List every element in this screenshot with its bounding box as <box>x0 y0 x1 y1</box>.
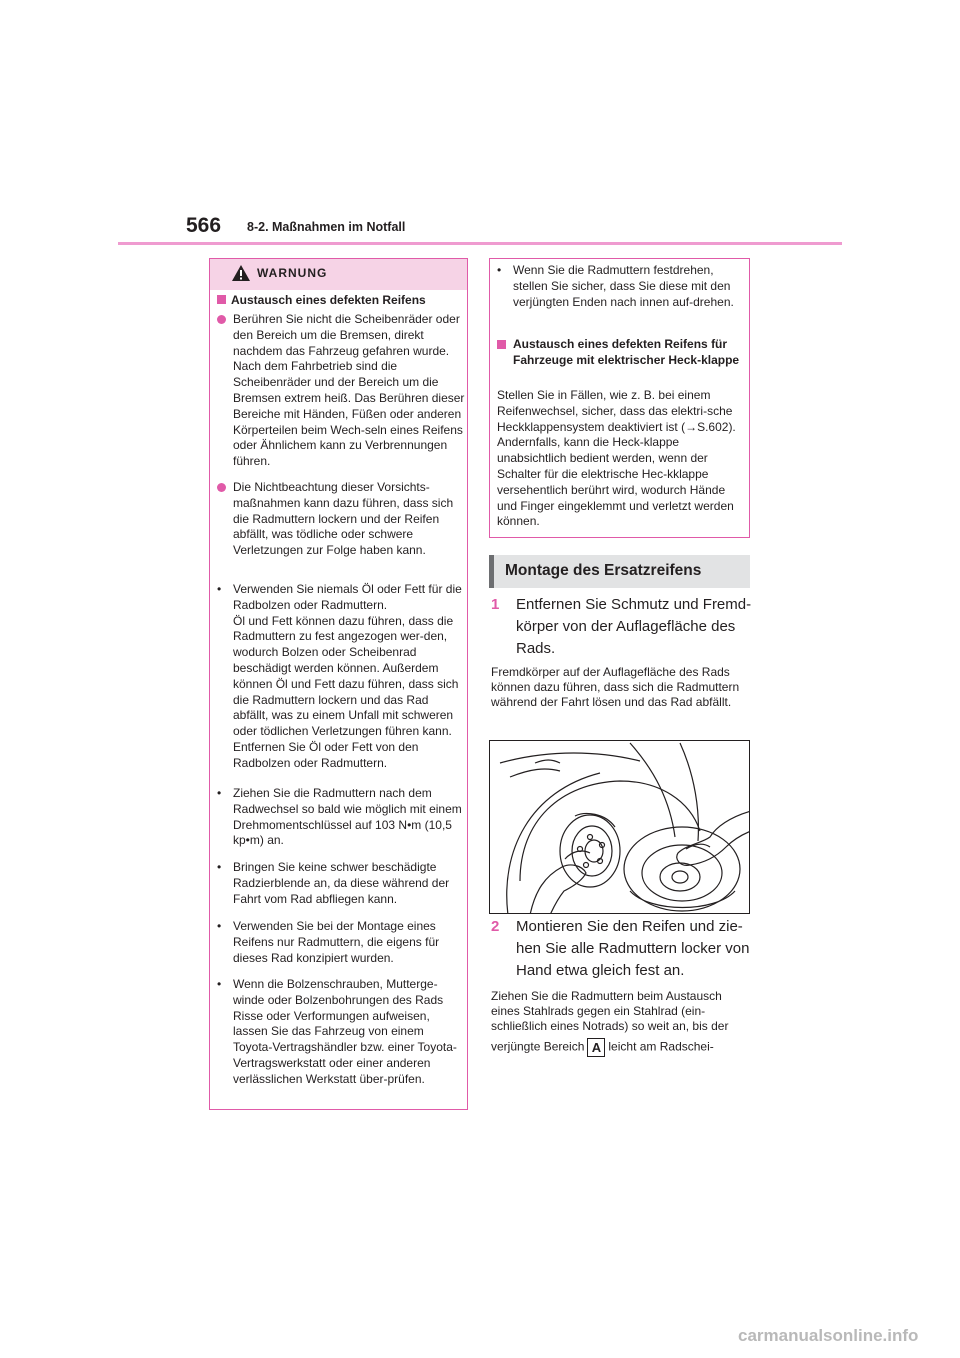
warning-heading: Austausch eines defekten Reifens <box>217 293 465 309</box>
info-box <box>489 258 750 538</box>
page-number: 566 <box>186 214 222 237</box>
section-heading: Montage des Ersatzreifens <box>505 562 702 579</box>
section-heading-bar <box>489 555 494 588</box>
info-heading: Austausch eines defekten Reifens für Fahrzeuge mit elektrischer Heck-klappe <box>497 337 745 369</box>
step-2 <box>491 916 753 982</box>
warning-dot-item-1: Berühren Sie nicht die Scheibenräder oder den Bereich um die Bremsen, direkt nachdem das Fahrzeug gefahren wurde. Nach dem Fahrbetrieb sind die Scheibenräder und der Bereich um die Bremsen extrem heiß. Das Berühren dieser Bereiche mit Händen, Füßen oder anderen Körperteilen beim Wech-seln eines Reifens oder Ähnlichem kann zu Verbrennungen führen. <box>217 312 465 470</box>
dot-bullet-icon <box>217 315 226 324</box>
warning-triangle-icon <box>231 264 251 282</box>
section-heading-box <box>489 555 750 588</box>
illustration-cleaning-wheel <box>489 740 750 914</box>
info-body: Stellen Sie in Fällen, wie z. B. bei einem Reifenwechsel, sicher, dass das elektri-sche Heckklappensystem deaktiviert ist (→S.602). Andernfalls, kann die Heck-klappe unabsichtlich bedient werden, wenn der Schalter für die elektrische Hec-kklappe versehentlich berührt wird, wodurch Hände und Finger eingeklemmt und verletzt werden können. <box>497 388 736 529</box>
warning-header <box>210 259 467 290</box>
warning-dot-item-2: Die Nichtbeachtung dieser Vorsichts-maßnahmen kann dazu führen, dass sich die Radmuttern lockern und der Reifen abfällt, was tödliche oder schwere Verletzungen zur Folge haben kann. <box>217 480 465 559</box>
square-bullet-icon <box>497 340 506 349</box>
warning-bullet-5: • Wenn die Bolzenschrauben, Mutterge-winde oder Bolzenbohrungen des Rads Risse oder Verformungen aufweisen, lassen Sie das Fahrzeug von einem Toyota-Vertragshändler bzw. einer Toyota-Vertragswerkstatt oder einer anderen verlässlichen Werkstatt über-prüfen. <box>217 977 457 1086</box>
step-text: Entfernen Sie Schmutz und Fremd-körper von der Auflagefläche des Rads. <box>516 596 752 657</box>
step-text: Montieren Sie den Reifen und zie-hen Sie alle Radmuttern locker von Hand etwa gleich fest an. <box>516 918 750 979</box>
warning-bullet-3: • Bringen Sie keine schwer beschädigte Radzierblende an, da diese während der Fahrt vom Rad abfliegen kann. <box>217 860 450 906</box>
step-number: 1 <box>491 596 500 613</box>
step-2-description: Ziehen Sie die Radmuttern beim Austausch eines Stahlrads gegen ein Stahlrad (ein-schließlich eines Notrads) so weit an, bis der <box>491 989 729 1033</box>
arrow-icon: → <box>685 419 698 434</box>
step-number: 2 <box>491 918 500 935</box>
watermark: carmanualsonline.info <box>738 1326 919 1345</box>
warning-bullet-4: • Verwenden Sie bei der Montage eines Reifens nur Radmuttern, die eigens für dieses Rad konzipiert wurden. <box>217 919 440 965</box>
page-reference-link[interactable]: S.602 <box>697 419 729 434</box>
info-bullet-1: • Wenn Sie die Radmuttern festdrehen, stellen Sie sicher, dass Sie diese mit den verjüngten Enden nach innen auf-drehen. <box>497 263 734 309</box>
warning-box <box>209 258 468 1110</box>
dot-bullet-icon <box>217 483 226 492</box>
step-1-description: Fremdkörper auf der Auflagefläche des Rads können dazu führen, dass sich die Radmuttern während der Fahrt lösen und das Rad abfällt. <box>491 665 740 709</box>
warning-bullet-2: • Ziehen Sie die Radmuttern nach dem Radwechsel so bald wie möglich mit einem Drehmomentschlüssel auf 103 N•m (10,5 kp•m) an. <box>217 786 462 848</box>
header-rule <box>118 242 842 245</box>
section-title: 8-2. Maßnahmen im Notfall <box>247 220 406 234</box>
marker-a-label: A <box>587 1038 605 1057</box>
warning-title: WARNUNG <box>257 266 328 280</box>
step-2-description-cont: verjüngte Bereich A leicht am Radschei- <box>491 1039 714 1055</box>
square-bullet-icon <box>217 295 226 304</box>
wheel-cleaning-illustration <box>490 741 750 914</box>
step-1 <box>491 594 753 660</box>
warning-bullet-1: • Verwenden Sie niemals Öl oder Fett für die Radbolzen oder Radmuttern. Öl und Fett können dazu führen, dass die Radmuttern zu fest angezogen wer-den, wodurch Bolzen oder Scheibenrad beschädigt werden können. Außerdem können Öl und Fett dazu führen, dass sich die Radmuttern lockern und das Rad abfällt, was zu einem Unfall mit schweren oder tödlichen Verletzungen führen kann. Entfernen Sie Öl oder Fett von den Radbolzen oder Radmuttern. <box>217 582 462 770</box>
